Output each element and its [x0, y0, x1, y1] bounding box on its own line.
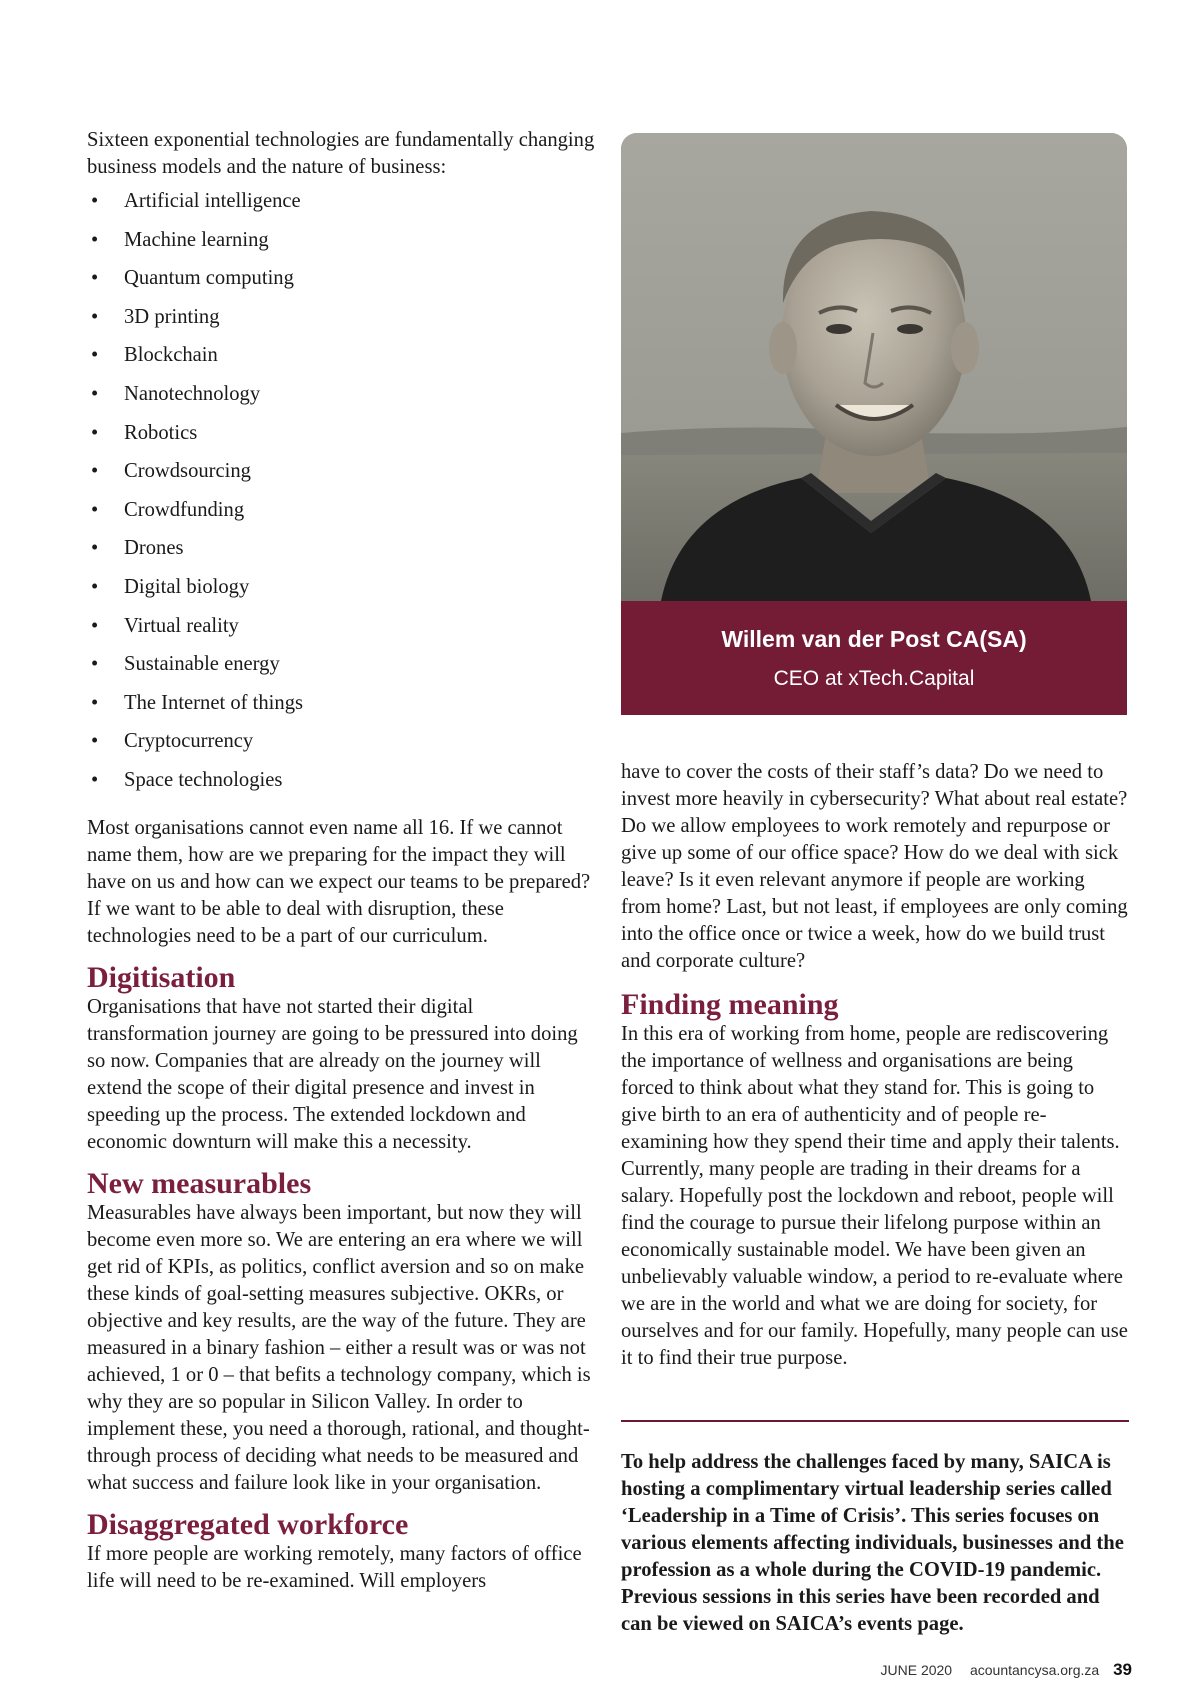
list-item: • Blockchain	[87, 342, 597, 381]
digitisation-paragraph: Organisations that have not started their digital transformation journey are going to be pressured into doing so now. Companies that are already on the journey will extend the scope of their digital presence and invest in speeding up the process. The extended lockdown and economic downturn will make this a necessity.	[87, 995, 578, 1153]
profile-name: Willem van der Post CA(SA)	[721, 626, 1027, 652]
saica-callout: To help address the challenges faced by many, SAICA is hosting a complimentary virtual leadership series called ‘Leadership in a Time of Crisis’. This series focuses on various elements affecting individuals, businesses and the profession as a whole during the COVID-19 pandemic. Previous sessions in this series have been recorded and can be viewed on SAICA’s events page.	[621, 1451, 1124, 1635]
list-item: • The Internet of things	[87, 690, 597, 729]
list-item: • Cryptocurrency	[87, 728, 597, 767]
list-item: • 3D printing	[87, 304, 597, 343]
callout-divider	[621, 1420, 1129, 1422]
page-footer	[881, 1660, 1133, 1680]
page-number: 39	[1113, 1660, 1132, 1679]
workforce-continued-paragraph: have to cover the costs of their staff’s data? Do we need to invest more heavily in cybersecurity? What about real estate? Do we allow employees to work remotely and repurpose or give up some of our office space? How do we deal with sick leave? Is it even relevant anymore if people are working from home? Last, but not least, if employees are only coming into the office once or twice a week, how do we build trust and corporate culture?	[621, 761, 1128, 972]
measurables-paragraph: Measurables have always been important, but now they will become even more so. We are entering an era where we will get rid of KPIs, as politics, conflict aversion and so on make these kinds of goal-setting measures subjective. OKRs, or objective and key results, are the way of the future. They are measured in a binary fashion – either a result was or was not achieved, 1 or 0 – that befits a technology company, which is why they are so popular in Silicon Valley. In order to implement these, you need a thorough, rational, and thought-through process of deciding what needs to be measured and what success and failure look like in your organisation.	[87, 1201, 591, 1494]
list-item: • Digital biology	[87, 574, 597, 613]
profile-caption	[621, 601, 1127, 715]
workforce-paragraph: If more people are working remotely, many factors of office life will need to be re-examined. Will employers	[87, 1542, 582, 1592]
list-item: • Artificial intelligence	[87, 188, 597, 227]
profile-card	[621, 133, 1127, 715]
left-column	[87, 127, 597, 1595]
profile-photo	[621, 133, 1127, 601]
list-item: • Quantum computing	[87, 265, 597, 304]
after-list-paragraph: Most organisations cannot even name all 16. If we cannot name them, how are we preparing for the impact they will have on us and how can we expect our teams to be prepared? If we want to be able to deal with disruption, these technologies need to be a part of our curriculum.	[87, 816, 591, 947]
footer-website: acountancysa.org.za	[969, 1662, 1100, 1678]
list-item: • Virtual reality	[87, 613, 597, 652]
list-item: • Robotics	[87, 420, 597, 459]
profile-role: CEO at xTech.Capital	[773, 667, 975, 690]
meaning-paragraph: In this era of working from home, people are rediscovering the importance of wellness and organisations are being forced to think about what they stand for. This is going to give birth to an era of authenticity and of people re-examining how they spend their time and apply their talents. Currently, many people are trading in their dreams for a salary. Hopefully post the lockdown and reboot, people will find the courage to pursue their lifelong purpose within an economically sustainable model. We have been given an unbelievably valuable window, a period to re-evaluate where we are in the world and what we are doing for society, for ourselves and for our family. Hopefully, many people can use it to find their true purpose.	[621, 1023, 1128, 1369]
list-item: • Space technologies	[87, 767, 597, 806]
section-heading-workforce: Disaggregated workforce	[87, 1507, 409, 1541]
list-item: • Nanotechnology	[87, 381, 597, 420]
list-item: • Drones	[87, 535, 597, 574]
technology-list	[87, 188, 597, 806]
list-item: • Sustainable energy	[87, 651, 597, 690]
section-heading-digitisation: Digitisation	[87, 960, 236, 994]
footer-issue: JUNE 2020	[880, 1662, 953, 1678]
section-heading-meaning: Finding meaning	[621, 988, 839, 1021]
right-column	[621, 759, 1129, 1372]
list-item: • Machine learning	[87, 227, 597, 266]
list-item: • Crowdfunding	[87, 497, 597, 536]
intro-paragraph: Sixteen exponential technologies are fundamentally changing business models and the nature of business:	[87, 129, 595, 178]
section-heading-measurables: New measurables	[87, 1166, 312, 1200]
list-item: • Crowdsourcing	[87, 458, 597, 497]
